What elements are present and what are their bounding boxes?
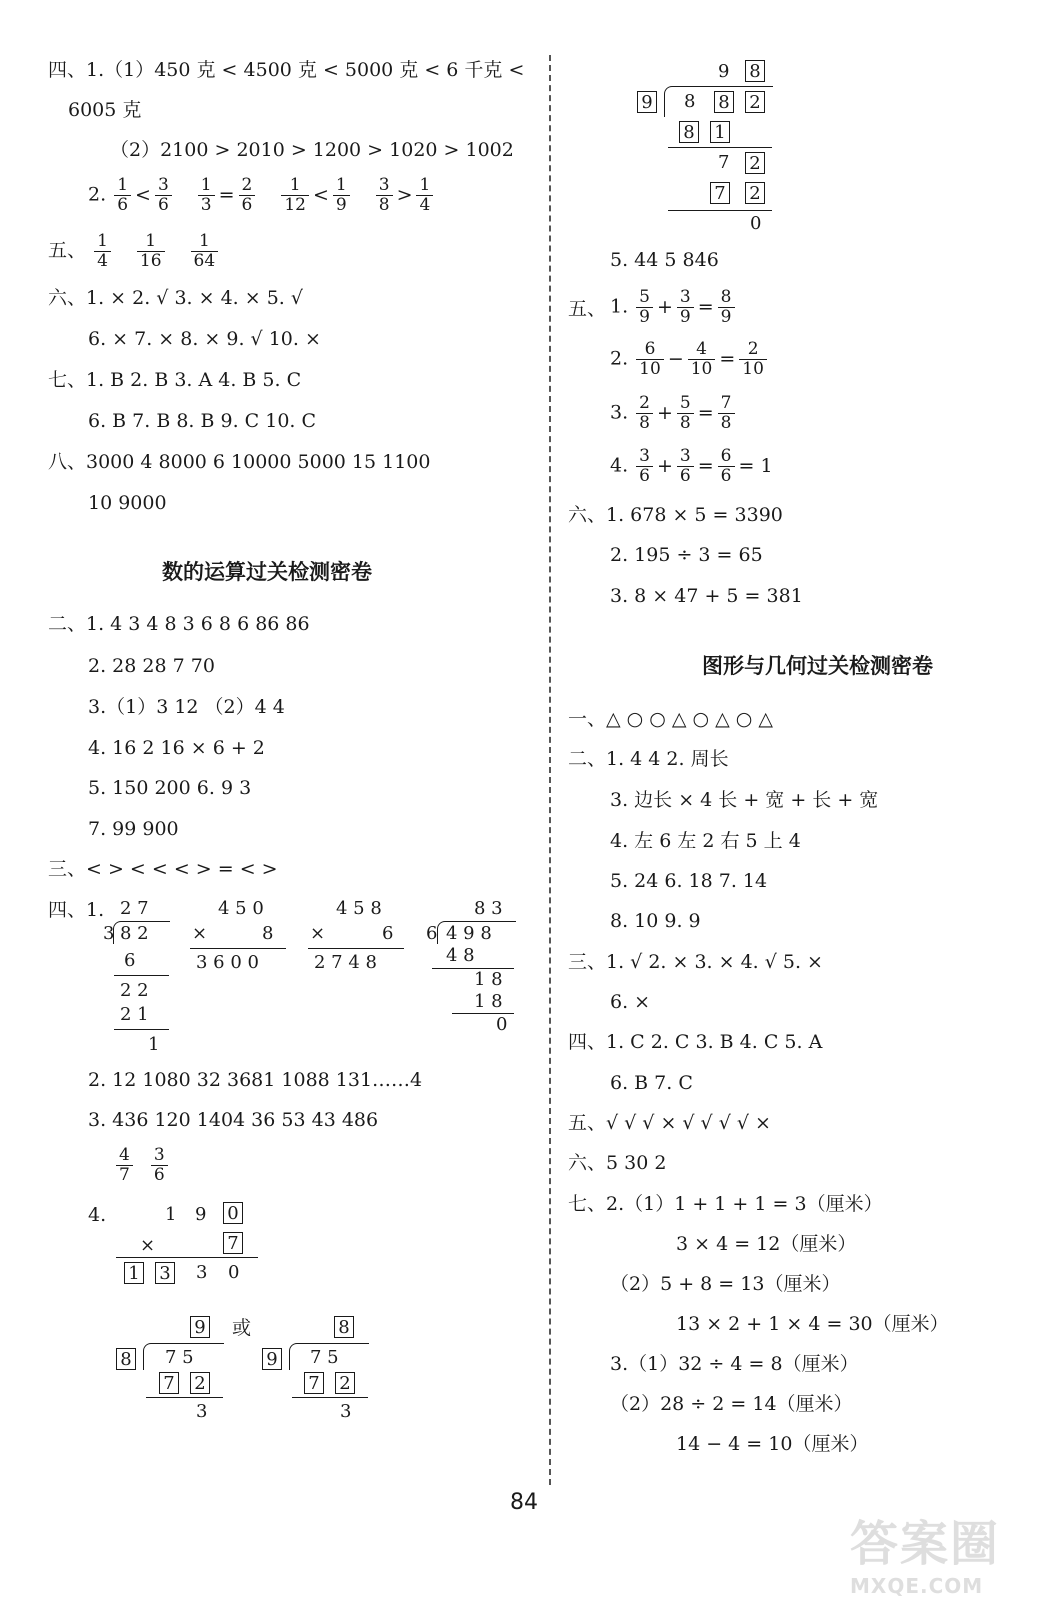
fraction-equation: [610, 394, 737, 433]
numerator: 6: [636, 340, 664, 360]
denominator: 7: [119, 1165, 130, 1185]
fraction-answer: [114, 1146, 135, 1185]
fraction: [198, 176, 215, 215]
fraction-compare-row: [88, 176, 457, 215]
denominator: 6: [241, 195, 253, 215]
fraction-group: [112, 175, 457, 215]
answer-box: 2: [745, 91, 765, 113]
denominator: 10: [742, 359, 764, 379]
fraction: [151, 1146, 168, 1185]
denominator: 8: [639, 413, 650, 433]
fraction: [94, 232, 111, 271]
section-label: 五、: [568, 298, 607, 320]
answer-line: 10 9000: [88, 492, 167, 514]
multiplicand: 4 5 8: [336, 898, 382, 919]
answer-box: 1: [124, 1262, 144, 1284]
partial-product: 1 8: [474, 991, 503, 1012]
fraction: [114, 176, 131, 215]
item-number: 2.: [610, 347, 635, 370]
operator: =: [218, 183, 235, 206]
answer-box: 3: [155, 1262, 175, 1284]
item-number: 4.: [88, 1204, 107, 1226]
equals-sign: =: [719, 347, 736, 370]
multiplier: 8: [262, 923, 274, 944]
operator: +: [657, 454, 673, 477]
fraction-comparison: [112, 176, 174, 215]
fraction-answer: [92, 232, 113, 271]
product-line: [308, 948, 404, 949]
fraction-comparison: [279, 176, 351, 215]
or-label: 或: [232, 1317, 252, 1339]
numerator: 1: [281, 176, 309, 196]
answer-line: 6. B 7. C: [610, 1072, 693, 1094]
numerator: 3: [376, 176, 393, 196]
partial-remainder: 1 8: [474, 969, 503, 990]
numerator: 4: [688, 340, 716, 360]
section-heading: 图形与几何过关检测密卷: [702, 654, 933, 678]
section-label: 四、1.: [48, 899, 105, 921]
digit: 0: [228, 1262, 240, 1283]
fraction-equation: [610, 447, 775, 486]
fraction: [281, 176, 309, 215]
fraction-answer: [135, 232, 167, 271]
digit: 8: [684, 91, 696, 112]
fraction: [677, 447, 694, 486]
answer-line: 5. 44 5 846: [610, 249, 719, 271]
answer-box: 2: [745, 152, 765, 174]
answer-box: 8: [116, 1348, 136, 1370]
denominator: 4: [97, 251, 108, 271]
fraction: [718, 394, 735, 433]
numerator: 5: [677, 394, 694, 414]
fraction: [191, 232, 219, 271]
answer-line: 3 × 4 = 12（厘米）: [676, 1233, 857, 1255]
division-line: [114, 1029, 169, 1030]
dividend: 7 5: [310, 1347, 339, 1368]
answer-line: 三、1. √ 2. × 3. × 4. √ 5. ×: [568, 951, 823, 973]
fraction-answer: [149, 1146, 170, 1185]
denominator: 6: [153, 1165, 165, 1185]
remainder: 0: [750, 213, 762, 234]
answer-line: 3. 边长 × 4 长 + 宽 + 长 + 宽: [610, 789, 879, 811]
fraction-comparison: [196, 176, 258, 215]
numerator: 7: [718, 394, 735, 414]
fraction: [677, 394, 694, 433]
fraction: [636, 340, 664, 379]
numerator: 2: [739, 340, 767, 360]
answer-box: 8: [745, 60, 765, 82]
fraction: [718, 288, 735, 327]
denominator: 9: [720, 307, 732, 327]
equals-sign: =: [697, 454, 714, 477]
fraction-group: [92, 231, 242, 271]
watermark-url: MXQE.COM: [850, 1574, 984, 1598]
dividend: 8 2: [120, 923, 149, 944]
denominator: 8: [378, 195, 390, 215]
equals-sign: =: [697, 401, 714, 424]
answer-line: （2）28 ÷ 2 = 14（厘米）: [610, 1393, 853, 1415]
answer-line: 四、1. C 2. C 3. B 4. C 5. A: [568, 1031, 823, 1053]
answer-line: 4. 左 6 左 2 右 5 上 4: [610, 830, 801, 852]
dividend: 4 9 8: [446, 923, 492, 944]
watermark-logo: [850, 1505, 1040, 1598]
fraction-equation: [610, 288, 737, 327]
partial-product: 2 1: [120, 1004, 149, 1025]
denominator: 6: [639, 466, 650, 486]
answer-line: 四、1.（1）450 克 < 4500 克 < 5000 克 < 6 千克 <: [48, 59, 525, 81]
product-line: [116, 1257, 258, 1258]
fraction: [116, 1146, 133, 1185]
answer-box: 9: [190, 1316, 210, 1338]
fraction: [333, 176, 350, 215]
quotient: 2 7: [120, 898, 149, 919]
answer-line: 6. ×: [610, 991, 651, 1013]
division-line: [114, 975, 169, 976]
answer-box: 9: [637, 91, 657, 113]
fraction: [239, 176, 256, 215]
answer-box: 7: [710, 182, 730, 204]
numerator: 1: [114, 176, 131, 196]
remainder: 3: [196, 1401, 208, 1422]
numerator: 1: [198, 176, 215, 196]
answer-box: 7: [159, 1372, 179, 1394]
answer-line: 3. 8 × 47 + 5 = 381: [610, 585, 803, 607]
answer-line: 六、5 30 2: [568, 1152, 667, 1174]
numerator: 1: [137, 232, 165, 252]
denominator: 10: [639, 359, 661, 379]
fraction-group: [114, 1146, 184, 1185]
answer-line: 六、1. × 2. √ 3. × 4. × 5. √: [48, 287, 303, 309]
fraction-comparison: [374, 176, 436, 215]
digit: 3: [196, 1262, 208, 1283]
item-number: 3.: [610, 401, 635, 424]
numerator: 1: [333, 176, 350, 196]
result: = 1: [738, 454, 773, 477]
answer-box: 2: [745, 182, 765, 204]
denominator: 6: [720, 466, 732, 486]
fraction: [137, 232, 165, 271]
multiplier: 6: [382, 923, 394, 944]
answer-line: 一、△ ○ ○ △ ○ △ ○ △: [568, 708, 774, 730]
fraction: [376, 176, 393, 215]
denominator: 12: [284, 195, 306, 215]
answer-line: 14 − 4 = 10（厘米）: [676, 1433, 869, 1455]
fraction: [636, 394, 653, 433]
answer-line: 二、1. 4 4 2. 周长: [568, 748, 729, 770]
digit: 9: [195, 1204, 207, 1225]
answer-box: 2: [190, 1372, 210, 1394]
numerator: 3: [677, 447, 694, 467]
answer-line: 5. 150 200 6. 9 3: [88, 777, 252, 799]
answer-line: 5. 24 6. 18 7. 14: [610, 870, 768, 892]
answer-line: 6. B 7. B 8. B 9. C 10. C: [88, 410, 317, 432]
answer-line: 7. 99 900: [88, 818, 179, 840]
numerator: 3: [151, 1146, 168, 1166]
numerator: 3: [677, 288, 694, 308]
operator: >: [396, 183, 413, 206]
fraction: [416, 176, 433, 215]
remainder: 1: [148, 1034, 160, 1055]
answer-line: 4. 16 2 16 × 6 + 2: [88, 737, 265, 759]
item-number: 4.: [610, 454, 635, 477]
dividend: 7 5: [165, 1347, 194, 1368]
numerator: 2: [636, 394, 653, 414]
fraction-equation: [610, 340, 769, 379]
division-line: [668, 210, 772, 211]
operator: −: [667, 347, 684, 370]
answer-line: 6005 克: [68, 99, 142, 121]
fraction: [636, 288, 653, 327]
fraction: [739, 340, 767, 379]
watermark-text: 答案圈: [850, 1516, 1001, 1572]
answer-line: 2. 28 28 7 70: [88, 655, 215, 677]
answer-box: 9: [262, 1348, 282, 1370]
numerator: 3: [636, 447, 653, 467]
quotient: 8 3: [474, 898, 503, 919]
item-number: 2.: [88, 183, 107, 206]
numerator: 1: [94, 232, 111, 252]
denominator: 8: [679, 413, 691, 433]
left-column: [0, 0, 540, 1500]
operator: <: [135, 183, 151, 206]
answer-box: 8: [334, 1316, 354, 1338]
remainder: 3: [340, 1401, 352, 1422]
denominator: 9: [335, 195, 347, 215]
item-number: 1.: [610, 295, 635, 318]
fraction: [155, 176, 172, 215]
operator: <: [312, 183, 329, 206]
section-heading: 数的运算过关检测密卷: [162, 560, 372, 584]
answer-box: 8: [714, 91, 734, 113]
answer-line: 8. 10 9. 9: [610, 910, 701, 932]
denominator: 6: [157, 195, 169, 215]
divisor: 6: [426, 923, 438, 944]
page-number: 84: [510, 1490, 538, 1515]
answer-line: 3.（1）3 12 （2）4 4: [88, 696, 285, 718]
denominator: 10: [690, 359, 713, 379]
denominator: 8: [720, 413, 732, 433]
times-sign: ×: [192, 923, 208, 944]
answer-line: 6. × 7. × 8. × 9. √ 10. ×: [88, 328, 321, 350]
answer-line: （2）2100 > 2010 > 1200 > 1020 > 1002: [110, 139, 514, 161]
product: 2 7 4 8: [314, 952, 377, 973]
section-label: 五、: [48, 239, 87, 262]
answer-line: 2. 195 ÷ 3 = 65: [610, 544, 763, 566]
denominator: 64: [193, 251, 216, 271]
multiplicand: 4 5 0: [218, 898, 264, 919]
denominator: 6: [117, 195, 129, 215]
answer-line: 2. 12 1080 32 3681 1088 131……4: [88, 1069, 423, 1091]
denominator: 9: [639, 307, 650, 327]
answer-line: 七、2.（1）1 + 1 + 1 = 3（厘米）: [568, 1193, 883, 1215]
numerator: 1: [191, 232, 219, 252]
numerator: 6: [718, 447, 735, 467]
answer-line: 3.（1）32 ÷ 4 = 8（厘米）: [610, 1353, 859, 1375]
numerator: 3: [155, 176, 172, 196]
division-line: [146, 1397, 223, 1398]
divisor: 3: [103, 923, 115, 944]
answer-box: 8: [679, 121, 699, 143]
denominator: 4: [419, 195, 431, 215]
fraction-row: [48, 232, 242, 271]
answer-line: 五、√ √ √ × √ √ √ √ ×: [568, 1112, 771, 1134]
numerator: 2: [239, 176, 256, 196]
answer-box: 1: [710, 121, 730, 143]
answer-line: （2）5 + 8 = 13（厘米）: [610, 1273, 841, 1295]
partial-product: 6: [124, 950, 136, 971]
answer-line: 七、1. B 2. B 3. A 4. B 5. C: [48, 369, 302, 391]
answer-box: 7: [223, 1232, 243, 1254]
operator: +: [657, 401, 673, 424]
numerator: 1: [416, 176, 433, 196]
fraction: [688, 340, 716, 379]
times-sign: ×: [310, 923, 326, 944]
partial-remainder: 2 2: [120, 980, 149, 1001]
numerator: 8: [718, 288, 735, 308]
answer-line: 八、3000 4 8000 6 10000 5000 15 1100: [48, 451, 431, 473]
denominator: 16: [139, 251, 162, 271]
times-sign: ×: [140, 1235, 156, 1256]
denominator: 9: [679, 307, 691, 327]
fraction: [677, 288, 694, 327]
answer-line: 13 × 2 + 1 × 4 = 30（厘米）: [676, 1313, 949, 1335]
digit: 7: [718, 152, 730, 173]
denominator: 3: [200, 195, 212, 215]
answer-line: 二、1. 4 3 4 8 3 6 8 6 86 86: [48, 613, 310, 635]
digit: 1: [165, 1204, 177, 1225]
product: 3 6 0 0: [196, 952, 259, 973]
answer-box: 0: [223, 1202, 243, 1224]
remainder: 0: [496, 1014, 508, 1035]
fraction-answer: [189, 232, 221, 271]
answer-box: 2: [335, 1372, 355, 1394]
answer-line: 三、< > < < < > = < >: [48, 858, 278, 880]
digit: 9: [718, 61, 730, 82]
column-divider: [549, 55, 551, 1485]
fraction: [636, 447, 653, 486]
partial-product: 4 8: [446, 945, 475, 966]
operator: +: [657, 295, 673, 318]
equals-sign: =: [697, 295, 714, 318]
answer-line: 3. 436 120 1404 36 53 43 486: [88, 1109, 379, 1131]
denominator: 6: [679, 466, 691, 486]
division-line: [668, 147, 772, 148]
fraction: [718, 447, 735, 486]
answer-box: 7: [304, 1372, 324, 1394]
numerator: 4: [116, 1146, 133, 1166]
product-line: [190, 948, 286, 949]
numerator: 5: [636, 288, 653, 308]
division-line: [292, 1397, 368, 1398]
answer-line: 六、1. 678 × 5 = 3390: [568, 504, 783, 526]
